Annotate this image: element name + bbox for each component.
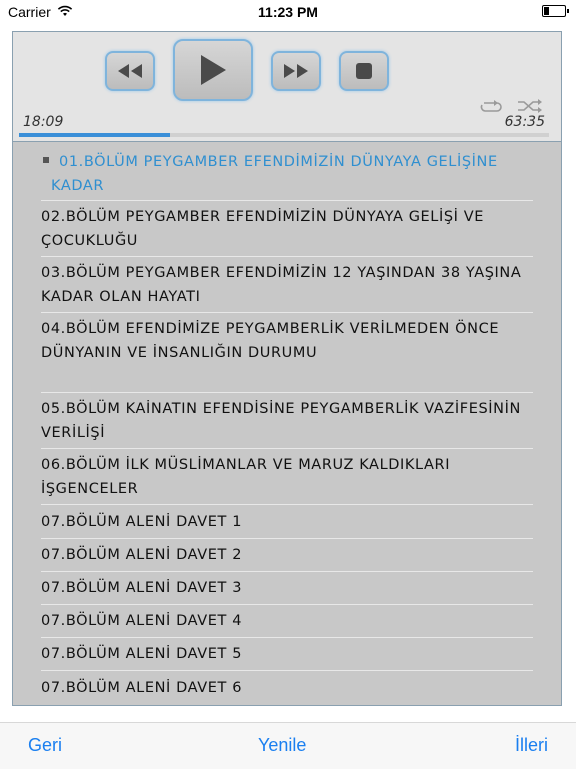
bottom-toolbar	[0, 722, 576, 769]
list-item[interactable]	[41, 317, 533, 365]
list-item[interactable]	[41, 576, 533, 600]
list-item-label: 06.BÖLÜM İLK MÜSLİMANLAR VE MARUZ KALDIKLARI İŞGENCELER	[41, 457, 451, 497]
list-item-label: 02.BÖLÜM PEYGAMBER EFENDİMİZİN DÜNYAYA GELİŞİ VE ÇOCUKLUĞU	[41, 209, 485, 249]
list-item[interactable]	[41, 676, 533, 700]
list-item-label: 01.BÖLÜM PEYGAMBER EFENDİMİZİN DÜNYAYA GELİŞİNE KADAR	[51, 154, 498, 194]
status-bar	[0, 0, 576, 24]
progress-slider[interactable]	[19, 133, 549, 137]
list-item[interactable]	[41, 397, 533, 445]
status-time: 11:23 PM	[258, 4, 318, 20]
list-item[interactable]	[51, 150, 543, 198]
list-item-label: 04.BÖLÜM EFENDİMİZE PEYGAMBERLİK VERİLMEDEN ÖNCE DÜNYANIN VE İNSANLIĞIN DURUMU	[41, 321, 500, 361]
battery-icon	[542, 5, 566, 17]
forward-button[interactable]: İlleri	[514, 735, 548, 755]
list-item[interactable]	[41, 510, 533, 534]
wifi-icon	[57, 4, 73, 20]
list-item-label: 07.BÖLÜM ALENİ DAVET 3	[41, 580, 243, 596]
stop-button[interactable]	[339, 51, 389, 91]
rewind-button[interactable]	[105, 51, 155, 91]
progress-fill	[19, 133, 170, 137]
list-item[interactable]	[41, 642, 533, 666]
list-item-label: 07.BÖLÜM ALENİ DAVET 4	[41, 613, 243, 629]
list-item-label: 03.BÖLÜM PEYGAMBER EFENDİMİZİN 12 YAŞINDAN 38 YAŞINA KADAR OLAN HAYATI	[41, 265, 522, 305]
list-item-label: 05.BÖLÜM KAİNATIN EFENDİSİNE PEYGAMBERLİK VAZİFESİNİN VERİLİŞİ	[41, 401, 521, 441]
episode-list[interactable]	[12, 142, 562, 706]
stop-icon	[356, 63, 372, 79]
fast-forward-icon	[283, 64, 309, 78]
list-item[interactable]	[41, 609, 533, 633]
list-item-label: 07.BÖLÜM ALENİ DAVET 6	[41, 680, 243, 696]
play-button[interactable]	[173, 39, 253, 101]
fast-forward-button[interactable]	[271, 51, 321, 91]
carrier-label: Carrier	[8, 4, 51, 20]
list-item[interactable]	[41, 205, 533, 253]
list-item-label: 07.BÖLÜM ALENİ DAVET 2	[41, 547, 243, 563]
back-button[interactable]: Geri	[28, 735, 63, 755]
elapsed-time: 18:09	[23, 114, 64, 130]
list-item-label: 07.BÖLÜM ALENİ DAVET 5	[41, 646, 243, 662]
repeat-icon[interactable]	[479, 98, 503, 117]
list-item-label: 07.BÖLÜM ALENİ DAVET 1	[41, 514, 243, 530]
list-item[interactable]	[41, 543, 533, 567]
refresh-button[interactable]: Yenile	[258, 735, 307, 755]
total-time: 63:35	[504, 114, 545, 130]
audio-player	[12, 31, 562, 142]
bullet-icon	[43, 157, 49, 163]
list-item[interactable]	[41, 261, 533, 309]
list-item[interactable]	[41, 453, 533, 501]
play-icon	[199, 55, 227, 85]
rewind-icon	[117, 64, 143, 78]
